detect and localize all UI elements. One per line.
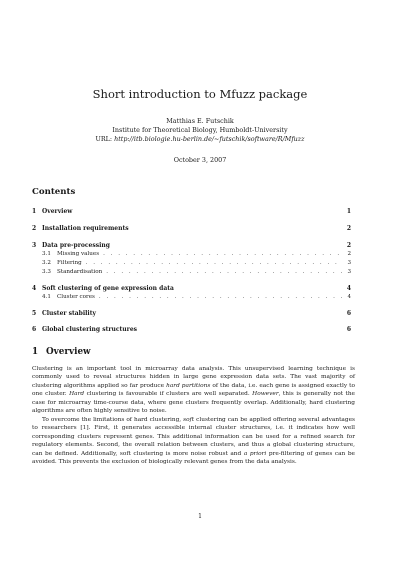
- emphasis-text: a priori: [243, 450, 267, 457]
- toc-entry-label: Cluster cores: [57, 294, 95, 300]
- toc-entry-label: Cluster stability: [42, 310, 96, 317]
- page-number: 1: [198, 513, 202, 520]
- paragraph-text: Clustering is an important tool in microarray data analysis. This unsupervised learning technique is commonly used to reveal structures hidden in large gene expression data sets. The vast majority of clustering algorithms applied so far produce: [32, 366, 355, 389]
- toc-entry[interactable]: [32, 325, 351, 334]
- toc-entry-number: 4.1: [42, 294, 51, 300]
- paragraph-text: clustering is favourable if clusters are well separated.: [84, 391, 253, 398]
- toc-entry-page: 4: [346, 285, 351, 292]
- author-affiliation: Institute for Theoretical Biology, Humboldt-University: [112, 126, 288, 134]
- toc-entry-page: 2: [347, 251, 351, 257]
- section-number: 1: [32, 347, 39, 357]
- paragraph-text: of the data, i.e. each gene is assigned exactly to one cluster.: [32, 382, 355, 398]
- toc-entry[interactable]: [32, 241, 351, 250]
- author-block: [0, 117, 400, 144]
- toc-entry-page: 1: [346, 208, 351, 215]
- toc-subentry[interactable]: [32, 259, 351, 268]
- paragraph-text: pre-filtering of genes can be avoided. This prevents the exclusion of biologically relevant genes from the data analysis.: [32, 450, 355, 466]
- toc-leader-dots: [103, 250, 343, 259]
- author-url-line: [0, 135, 400, 144]
- toc-entry-label: Installation requirements: [42, 225, 129, 232]
- emphasis-text: However: [252, 391, 279, 398]
- url-prefix: URL:: [95, 135, 115, 143]
- toc-entry[interactable]: [32, 284, 351, 293]
- document-title: Short introduction to Mfuzz package: [92, 87, 308, 101]
- toc-leader-dots: [86, 259, 344, 268]
- toc-leader-dots: [99, 293, 344, 302]
- toc-entry-page: 6: [346, 326, 351, 333]
- toc-entry-label: Overview: [42, 208, 73, 215]
- emphasis-text: hard partitions: [166, 382, 211, 389]
- toc-entry-label: Filtering: [57, 260, 82, 266]
- toc-entry-page: 2: [346, 242, 351, 249]
- toc-entry-page: 3: [347, 269, 351, 275]
- document-date: October 3, 2007: [173, 156, 227, 164]
- body-paragraph: [32, 365, 355, 415]
- emphasis-text: soft: [183, 417, 195, 423]
- paragraph-text: , this is generally not the case for microarray time-course data, where gene clusters frequently overlap. Additionally, hard clustering algorithms are often highly sensitive to noise.: [32, 391, 355, 415]
- toc-entry[interactable]: [32, 309, 351, 318]
- section-heading: [32, 347, 91, 358]
- author-url-link[interactable]: http://itb.biologie.hu-berlin.de/~futschik/software/R/Mfuzz: [114, 135, 305, 143]
- toc-entry-number: 3.1: [42, 251, 51, 257]
- toc-subentry[interactable]: [32, 250, 351, 259]
- toc-entry-page: 4: [347, 294, 351, 300]
- paragraph-text: To overcome the limitations of hard clustering,: [42, 417, 184, 423]
- contents-heading: Contents: [32, 187, 76, 197]
- toc-entry-number: 1: [32, 208, 37, 215]
- toc-subentry[interactable]: [32, 293, 351, 302]
- toc-entry-page: 2: [346, 225, 351, 232]
- toc-entry-number: 2: [32, 225, 37, 232]
- toc-entry-number: 3.3: [42, 269, 51, 275]
- toc-entry-number: 3.2: [42, 260, 51, 266]
- author-name: Matthias E. Futschik: [166, 117, 234, 125]
- emphasis-text: Hard: [69, 391, 85, 398]
- toc-leader-dots: [106, 268, 343, 277]
- toc-entry-page: 6: [346, 310, 351, 317]
- toc-entry[interactable]: [32, 207, 351, 216]
- toc-entry[interactable]: [32, 224, 351, 233]
- toc-entry-label: Global clustering structures: [42, 326, 138, 333]
- toc-entry-label: Soft clustering of gene expression data: [42, 285, 174, 292]
- body-paragraph: [32, 416, 355, 466]
- toc-entry-label: Missing values: [57, 251, 100, 257]
- toc-entry-number: 4: [32, 285, 37, 292]
- toc-entry-number: 3: [32, 242, 37, 249]
- paragraph-text: clustering can be applied offering several advantages to researchers [1]. First, it generates accessible internal cluster structures, i.e. it indicates how well corresponding clusters represent genes. This additional information can be used for a refined search for regulatory elements. Second, the overall relation between clusters, and thus a global clustering structure, can be defined. Additionally, soft clustering is more noise robust and: [32, 417, 355, 457]
- toc-entry-label: Data pre-processing: [42, 242, 110, 249]
- section-title: Overview: [46, 347, 91, 357]
- toc-entry-number: 5: [32, 310, 37, 317]
- toc-subentry[interactable]: [32, 268, 351, 277]
- toc-entry-page: 3: [347, 260, 351, 266]
- toc-entry-label: Standardisation: [57, 269, 103, 275]
- toc-entry-number: 6: [32, 326, 37, 333]
